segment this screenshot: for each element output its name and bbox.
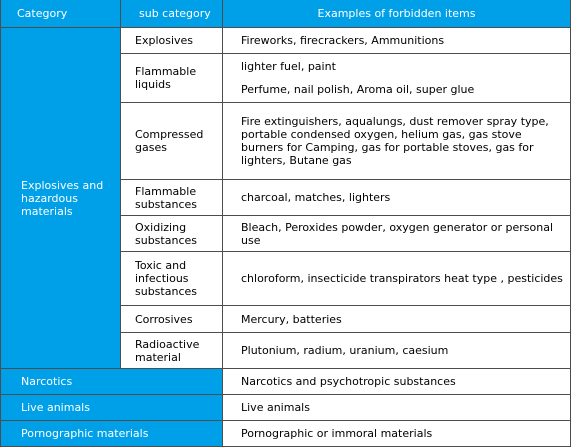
sub-category-radioactive: Radioactive material (121, 333, 223, 369)
examples-toxic-infectious: chloroform, insecticide transpirators heat type , pesticides (223, 252, 571, 306)
sub-category-flammable-liquids: Flammable liquids (121, 54, 223, 103)
sub-category-compressed-gases: Compressed gases (121, 103, 223, 180)
sub-category-flammable-substances: Flammable substances (121, 180, 223, 216)
examples-corrosives: Mercury, batteries (223, 306, 571, 333)
examples-flammable-substances: charcoal, matches, lighters (223, 180, 571, 216)
examples-flammable-liquids (223, 54, 571, 103)
header-examples: Examples of forbidden items (223, 0, 571, 28)
sub-category-corrosives: Corrosives (121, 306, 223, 333)
sub-category-explosives: Explosives (121, 28, 223, 54)
examples-explosives: Fireworks, firecrackers, Ammunitions (223, 28, 571, 54)
category-live-animals: Live animals (0, 395, 223, 421)
examples-radioactive: Plutonium, radium, uranium, caesium (223, 333, 571, 369)
sub-category-oxidizing-substances: Oxidizing substances (121, 216, 223, 252)
category-narcotics: Narcotics (0, 369, 223, 395)
sub-category-toxic-infectious: Toxic and infectious substances (121, 252, 223, 306)
header-sub-category: sub category (121, 0, 223, 28)
examples-compressed-gases: Fire extinguishers, aqualungs, dust remover spray type, portable condensed oxygen, helium gas, gas stove burners for Camping, gas for portable stoves, gas for lighters, Butane gas (223, 103, 571, 180)
category-pornographic: Pornographic materials (0, 421, 223, 447)
examples-pornographic: Pornographic or immoral materials (223, 421, 571, 447)
examples-flammable-liquids-line-2: Perfume, nail polish, Aroma oil, super glue (241, 83, 475, 96)
examples-live-animals: Live animals (223, 395, 571, 421)
examples-narcotics: Narcotics and psychotropic substances (223, 369, 571, 395)
header-category: Category (0, 0, 121, 28)
category-explosives-hazardous: Explosives and hazardous materials (0, 28, 121, 369)
examples-oxidizing-substances: Bleach, Peroxides powder, oxygen generator or personal use (223, 216, 571, 252)
examples-flammable-liquids-line-1: lighter fuel, paint (241, 60, 336, 73)
